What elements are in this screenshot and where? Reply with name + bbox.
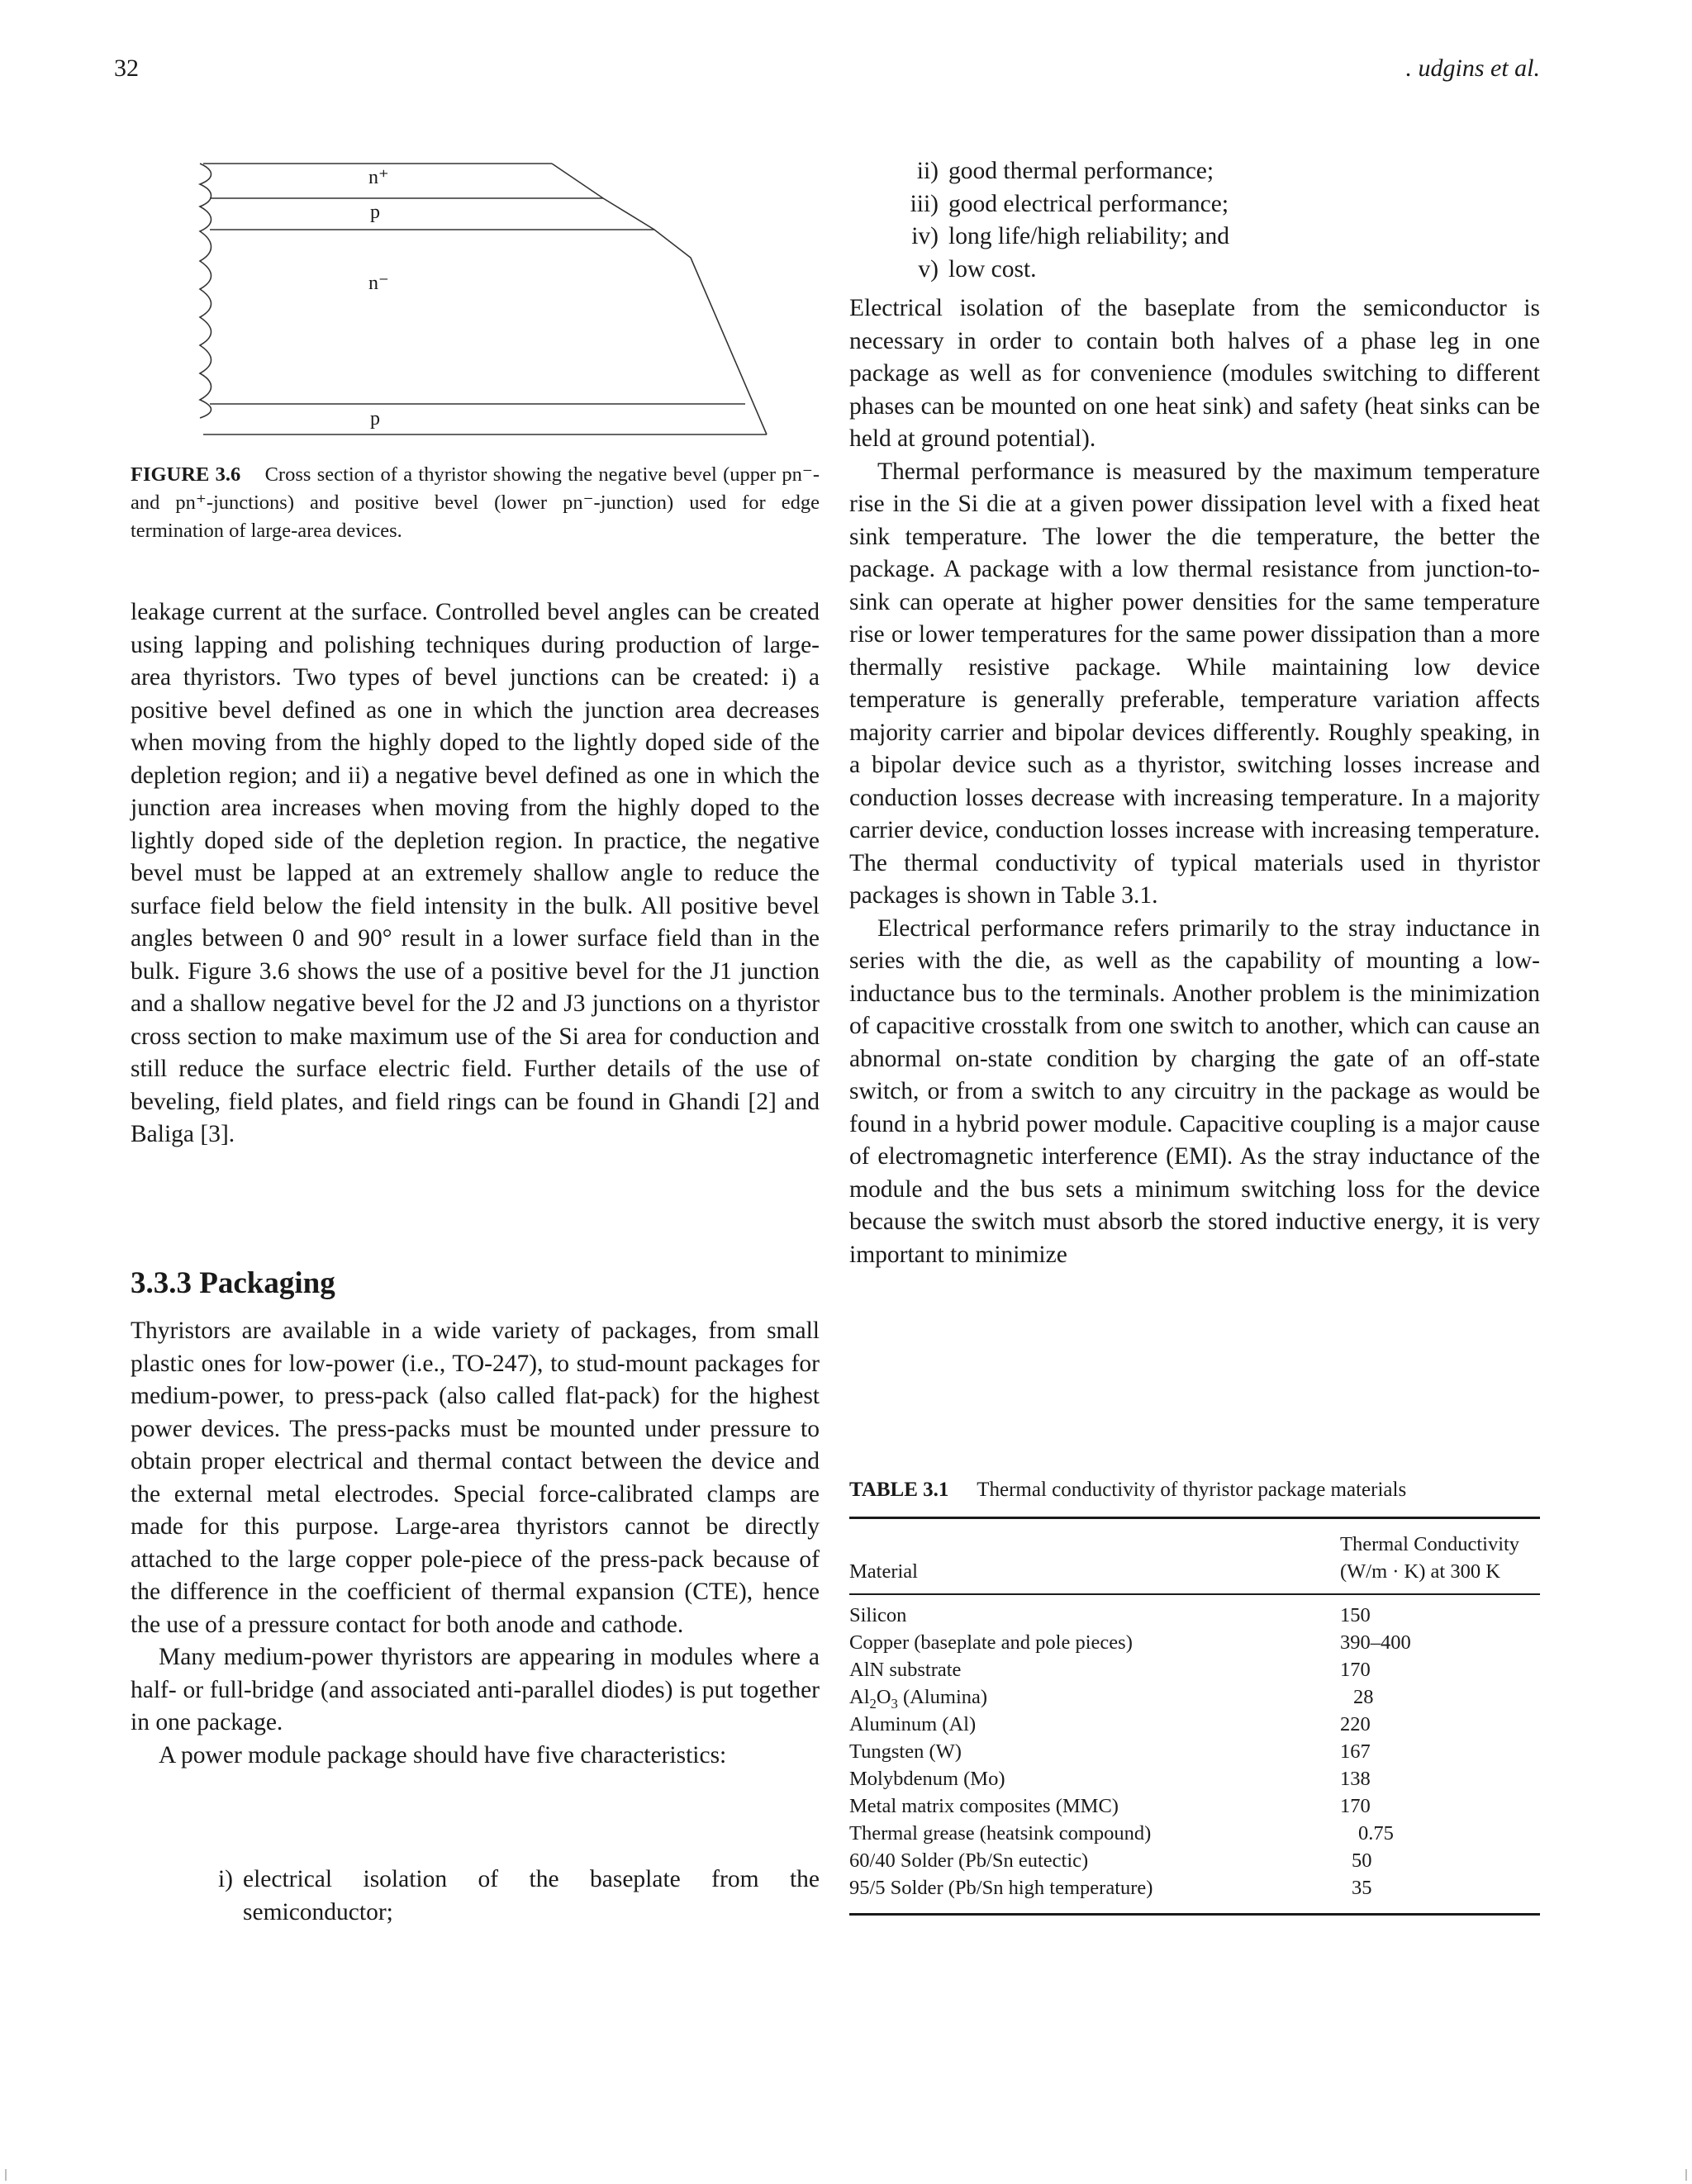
- table-cell-conductivity: 138: [1340, 1768, 1371, 1790]
- table-body: [849, 1594, 1540, 1915]
- list-item-text: good thermal performance;: [948, 158, 1214, 184]
- paragraph: leakage current at the surface. Controlled bevel angles can be created using lapping and polishing techniques during production of large-area thyristors. Two types of bevel junctions can be created: i) a positive bevel defined as one in which the junction area decreases when moving from the highly doped to the lightly doped side of the depletion region; and ii) a negative bevel defined as one in which the junction area increases when moving from the highly doped to the lightly doped side of the depletion region. In practice, the negative bevel must be lapped at an extremely shallow angle to reduce the surface field below the field intensity in the bulk. All positive bevel angles between 0 and 90° result in a lower surface field than in the bulk. Figure 3.6 shows the use of a positive bevel for the J1 junction and a shallow negative bevel for the J2 and J3 junctions on a thyristor cross section to make maximum use of the Si area for conduction and still reduce the surface electric field. Further details of the use of beveling, field plates, and field rings can be found in Ghandi [2] and Baliga [3].: [131, 599, 820, 1147]
- table-cell-material: Copper (baseplate and pole pieces): [849, 1631, 1133, 1654]
- table-header-conductivity: [1340, 1518, 1540, 1595]
- paragraph: Electrical performance refers primarily to the stray inductance in series with the die, as well as the capability of mounting a low-inductance bus to the terminals. Another problem is the minimization of capacitive crosstalk from one switch to another, which can cause an abnormal on-state condition by charging the gate of an off-state switch, or from a switch to any circuitry in the package as would be found in a hybrid power module. Capacitive coupling is a major cause of electromagnetic interference (EMI). As the stray inductance of the module and the bus sets a minimum switching loss for the device because the switch must absorb the stored inductive energy, it is very important to minimize: [849, 914, 1540, 1268]
- figure-bevel-edge: [552, 164, 767, 434]
- table-cell-material: $Al_2O_3$ (Alumina): [849, 1686, 988, 1712]
- figure-wavy-edge: [200, 164, 212, 418]
- table-cell-conductivity: 220: [1340, 1713, 1371, 1735]
- paragraph: Thermal performance is measured by the maximum temperature rise in the Si die at a given power dissipation level with a fixed heat sink temperature. The lower the die temperature, the better the package. A package with a low thermal resistance from junction-to-sink can operate at higher power densities for the same temperature rise or lower temperatures for the same power dissipation than a more thermally resistive package. While maintaining low device temperature is generally preferable, temperature variation affects majority carrier and bipolar devices differently. Roughly speaking, in a bipolar device such as a thyristor, switching losses increase and conduction losses decrease with increasing temperature. In a majority carrier device, conduction losses increase with increasing temperature. The thermal conductivity of typical materials used in thyristor packages is shown in Table 3.1.: [849, 458, 1540, 909]
- section-heading: 3.3.3 Packaging: [131, 1266, 335, 1300]
- figure-layer-label: n⁻: [368, 273, 389, 294]
- running-head: . udgins et al.: [1405, 55, 1540, 82]
- list-item-number: v): [918, 255, 939, 282]
- paragraph: Electrical isolation of the baseplate from the semiconductor is necessary in order to contain both halves of a phase leg in one package as well as for convenience (modules switching to different phases can be mounted on one heat sink) and safety (heat sinks can be held at ground potential).: [849, 295, 1540, 452]
- paragraph: Thyristors are available in a wide variety of packages, from small plastic ones for low-power (i.e., TO-247), to stud-mount packages for medium-power, to press-pack (also called flat-pack) for the highest power devices. The press-packs must be mounted under pressure to obtain proper electrical and thermal contact between the device and the external metal electrodes. Special force-calibrated clamps are made for this purpose. Large-area thyristors cannot be directly attached to the large copper pole-piece of the press-pack because of the difference in the coefficient of thermal expansion (CTE), hence the use of a pressure contact for both anode and cathode.: [131, 1318, 820, 1638]
- paragraph: A power module package should have five characteristics:: [159, 1741, 727, 1769]
- characteristics-list-continued: [849, 155, 1540, 286]
- figure-caption-label: FIGURE 3.6: [131, 463, 241, 486]
- thermal-conductivity-table: [849, 1517, 1540, 1916]
- list-item-number: i): [217, 1866, 233, 1892]
- table-row: [849, 1847, 1540, 1874]
- table-caption: [849, 1479, 1406, 1502]
- table-cell-material: 60/40 Solder (Pb/Sn eutectic): [849, 1849, 1089, 1872]
- table-cell-material: 95/5 Solder (Pb/Sn high temperature): [849, 1874, 1340, 1915]
- list-item: [849, 155, 1540, 188]
- table-row: [849, 1594, 1540, 1629]
- crop-mark: [1685, 2169, 1687, 2181]
- table-header-conductivity-line2: (W/m · K) at 300 K: [1340, 1560, 1500, 1583]
- table-caption-title: Thermal conductivity of thyristor package materials: [977, 1479, 1407, 1501]
- list-item-number: iv): [911, 223, 939, 249]
- list-item-text: long life/high reliability; and: [948, 223, 1229, 249]
- table-cell-material: Tungsten (W): [849, 1740, 962, 1763]
- table-row: [849, 1792, 1540, 1820]
- table-row: [849, 1656, 1540, 1683]
- table-row: [849, 1874, 1540, 1915]
- table-cell-conductivity: 170: [1340, 1795, 1371, 1817]
- table-row: [849, 1683, 1540, 1711]
- table-cell-conductivity: 390–400: [1340, 1631, 1411, 1654]
- table-cell-conductivity: 170: [1340, 1659, 1371, 1681]
- list-item-text: low cost.: [948, 255, 1037, 282]
- table-header-conductivity-line1: Thermal Conductivity: [1340, 1533, 1520, 1555]
- list-item-text: good electrical performance;: [948, 190, 1229, 217]
- figure-caption-text: Cross section of a thyristor showing the negative bevel (upper pn⁻- and pn⁺-junctions) and positive bevel (lower pn⁻-junction) used for edge termination of large-area devices.: [131, 463, 820, 542]
- table-row: [849, 1820, 1540, 1847]
- figure-layer-label: p: [370, 408, 380, 430]
- table-cell-conductivity: 28: [1353, 1686, 1374, 1708]
- list-item: [849, 221, 1540, 254]
- list-item-number: iii): [910, 190, 939, 217]
- table-caption-label: TABLE 3.1: [849, 1479, 949, 1501]
- table-cell-conductivity: 35: [1340, 1874, 1540, 1915]
- figure-layer-label: n⁺: [368, 167, 389, 188]
- list-item: [131, 1864, 820, 1929]
- list-item: [849, 254, 1540, 287]
- table-row: [849, 1738, 1540, 1765]
- table-row: [849, 1765, 1540, 1792]
- thyristor-cross-section-figure: [192, 155, 770, 453]
- table-cell-conductivity: 50: [1352, 1849, 1372, 1872]
- table-cell-material: Thermal grease (heatsink compound): [849, 1822, 1152, 1845]
- table-cell-conductivity: 0.75: [1358, 1822, 1394, 1845]
- characteristics-list-start: [131, 1864, 820, 1929]
- table-cell-material: Metal matrix composites (MMC): [849, 1795, 1119, 1817]
- table-cell-material: Silicon: [849, 1604, 907, 1626]
- table-cell-material: AlN substrate: [849, 1659, 962, 1681]
- list-item-text: electrical isolation of the baseplate from the semiconductor;: [243, 1866, 820, 1925]
- table-header-row: [849, 1518, 1540, 1595]
- left-column-text: [131, 596, 820, 1151]
- right-column-text: [849, 155, 1540, 1271]
- figure-layer-label: p: [370, 202, 380, 223]
- figure-caption: [131, 461, 820, 545]
- table-row: [849, 1711, 1540, 1738]
- table-cell-conductivity: 150: [1340, 1604, 1371, 1626]
- table-cell-material: Molybdenum (Mo): [849, 1768, 1005, 1790]
- list-item: [849, 188, 1540, 221]
- table-row: [849, 1629, 1540, 1656]
- page-number: 32: [114, 55, 139, 82]
- table-cell-conductivity: 167: [1340, 1740, 1371, 1763]
- paragraph: Many medium-power thyristors are appearing in modules where a half- or full-bridge (and associated anti-parallel diodes) is put together in one package.: [131, 1644, 820, 1735]
- left-column-section-text: [131, 1315, 820, 1772]
- table-header-material: Material: [849, 1518, 1340, 1595]
- list-item-number: ii): [916, 158, 939, 184]
- table-cell-material: Aluminum (Al): [849, 1713, 977, 1735]
- crop-mark: [5, 2169, 7, 2181]
